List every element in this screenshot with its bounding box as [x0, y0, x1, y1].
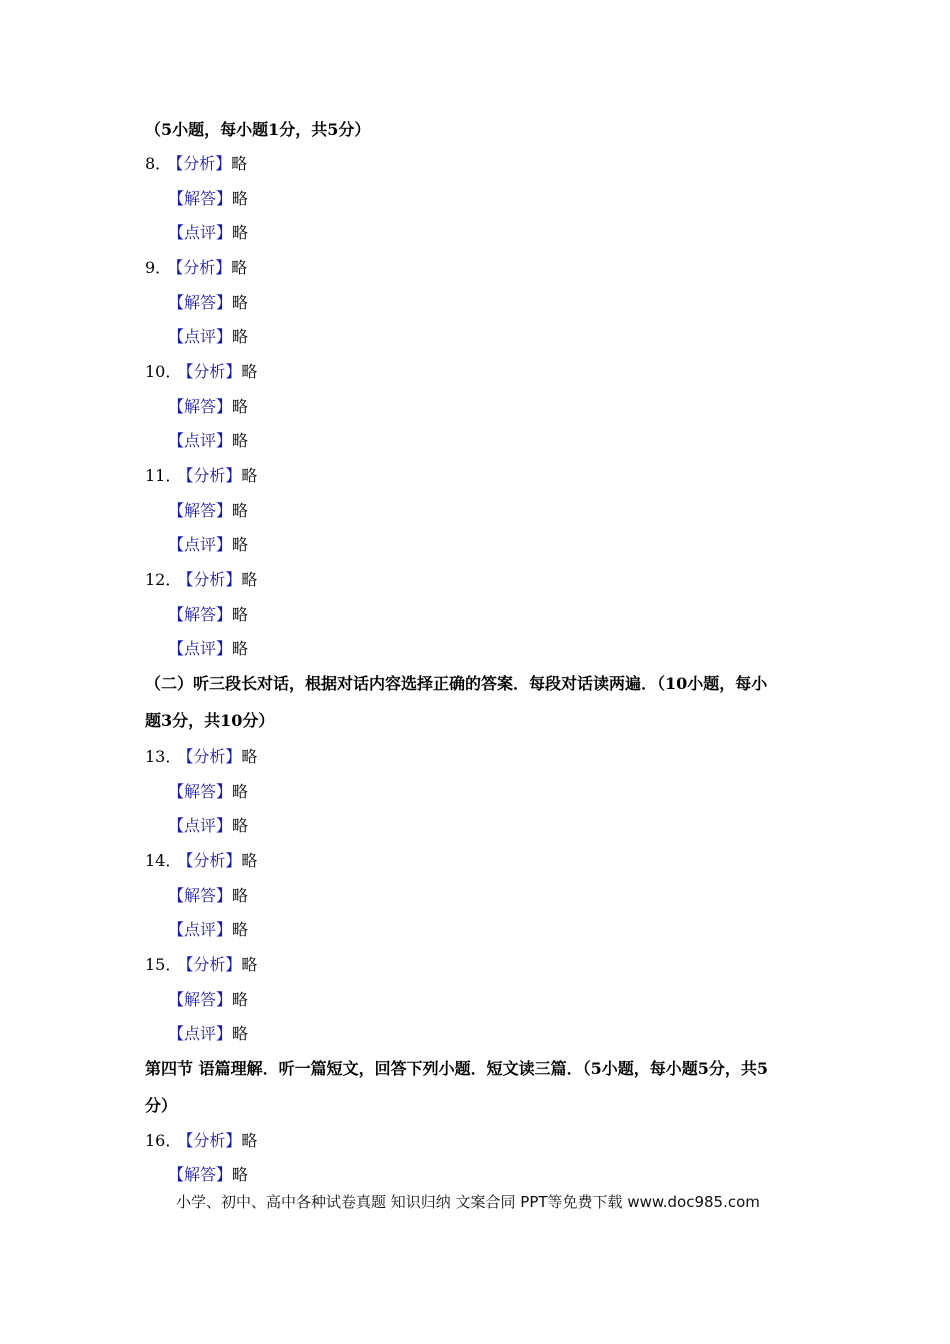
answer-tag: 【解答】 — [168, 605, 233, 624]
item-comment — [168, 431, 248, 451]
comment-tag: 【点评】 — [168, 431, 233, 450]
item-comment — [168, 816, 248, 836]
item-answer — [168, 189, 248, 209]
answer-text: 略 — [232, 397, 249, 416]
item-number: 9． — [145, 258, 172, 277]
item-analysis — [145, 154, 247, 174]
analysis-text: 略 — [231, 258, 248, 277]
answer-text: 略 — [232, 990, 249, 1009]
comment-text: 略 — [232, 816, 249, 835]
item-number: 15． — [145, 955, 182, 974]
analysis-text: 略 — [241, 747, 258, 766]
analysis-tag: 【分析】 — [185, 747, 242, 766]
analysis-tag: 【分析】 — [185, 851, 242, 870]
item-analysis — [145, 570, 257, 590]
comment-tag: 【点评】 — [168, 223, 233, 242]
item-comment — [168, 327, 248, 347]
analysis-tag: 【分析】 — [185, 570, 242, 589]
analysis-text: 略 — [241, 570, 258, 589]
answer-tag: 【解答】 — [168, 397, 233, 416]
comment-text: 略 — [232, 535, 249, 554]
item-comment — [168, 639, 248, 659]
item-answer — [168, 782, 248, 802]
item-number: 11． — [145, 466, 182, 485]
answer-text: 略 — [232, 605, 249, 624]
analysis-text: 略 — [241, 1131, 258, 1150]
analysis-tag: 【分析】 — [185, 362, 242, 381]
item-comment — [168, 920, 248, 940]
item-answer — [168, 501, 248, 521]
section-heading: （5小题，每小题1分，共5分） — [145, 120, 371, 139]
answer-tag: 【解答】 — [168, 501, 233, 520]
analysis-tag: 【分析】 — [185, 466, 242, 485]
analysis-text: 略 — [231, 154, 248, 173]
answer-text: 略 — [232, 189, 249, 208]
comment-text: 略 — [232, 920, 249, 939]
item-comment — [168, 223, 248, 243]
item-number: 10． — [145, 362, 182, 381]
answer-tag: 【解答】 — [168, 990, 233, 1009]
section-heading-cont: 分） — [145, 1096, 178, 1115]
answer-tag: 【解答】 — [168, 293, 233, 312]
answer-text: 略 — [232, 501, 249, 520]
comment-text: 略 — [232, 639, 249, 658]
item-analysis — [145, 1131, 257, 1151]
item-number: 14． — [145, 851, 182, 870]
comment-text: 略 — [232, 431, 249, 450]
item-analysis — [145, 747, 257, 767]
item-analysis — [145, 955, 257, 975]
answer-tag: 【解答】 — [168, 189, 233, 208]
item-answer — [168, 397, 248, 417]
item-answer — [168, 886, 248, 906]
comment-tag: 【点评】 — [168, 920, 233, 939]
section-heading-cont: 题3分，共10分） — [145, 711, 275, 730]
item-answer — [168, 293, 248, 313]
analysis-text: 略 — [241, 851, 258, 870]
comment-tag: 【点评】 — [168, 1024, 233, 1043]
item-number: 8． — [145, 154, 172, 173]
item-number: 12． — [145, 570, 182, 589]
comment-text: 略 — [232, 327, 249, 346]
answer-tag: 【解答】 — [168, 886, 233, 905]
section-heading: （二）听三段长对话，根据对话内容选择正确的答案．每段对话读两遍．（10小题，每小 — [145, 674, 768, 693]
item-comment — [168, 1024, 248, 1044]
item-analysis — [145, 258, 247, 278]
item-number: 13． — [145, 747, 182, 766]
answer-text: 略 — [232, 1165, 249, 1184]
analysis-text: 略 — [241, 362, 258, 381]
analysis-text: 略 — [241, 466, 258, 485]
section-heading: 第四节 语篇理解．听一篇短文，回答下列小题．短文读三篇．（5小题，每小题5分，共5 — [145, 1059, 768, 1078]
comment-tag: 【点评】 — [168, 639, 233, 658]
item-analysis — [145, 851, 257, 871]
comment-tag: 【点评】 — [168, 816, 233, 835]
answer-tag: 【解答】 — [168, 1165, 233, 1184]
analysis-tag: 【分析】 — [175, 154, 232, 173]
item-answer — [168, 605, 248, 625]
item-comment — [168, 535, 248, 555]
answer-text: 略 — [232, 886, 249, 905]
item-answer — [168, 1165, 248, 1185]
answer-text: 略 — [232, 293, 249, 312]
item-answer — [168, 990, 248, 1010]
comment-tag: 【点评】 — [168, 327, 233, 346]
comment-text: 略 — [232, 1024, 249, 1043]
item-number: 16． — [145, 1131, 182, 1150]
item-analysis — [145, 466, 257, 486]
answer-text: 略 — [232, 782, 249, 801]
item-analysis — [145, 362, 257, 382]
analysis-text: 略 — [241, 955, 258, 974]
page-footer: 小学、初中、高中各种试卷真题 知识归纳 文案合同 PPT等免费下载 www.doc985.com — [176, 1193, 760, 1211]
comment-tag: 【点评】 — [168, 535, 233, 554]
analysis-tag: 【分析】 — [185, 1131, 242, 1150]
analysis-tag: 【分析】 — [185, 955, 242, 974]
analysis-tag: 【分析】 — [175, 258, 232, 277]
answer-tag: 【解答】 — [168, 782, 233, 801]
comment-text: 略 — [232, 223, 249, 242]
